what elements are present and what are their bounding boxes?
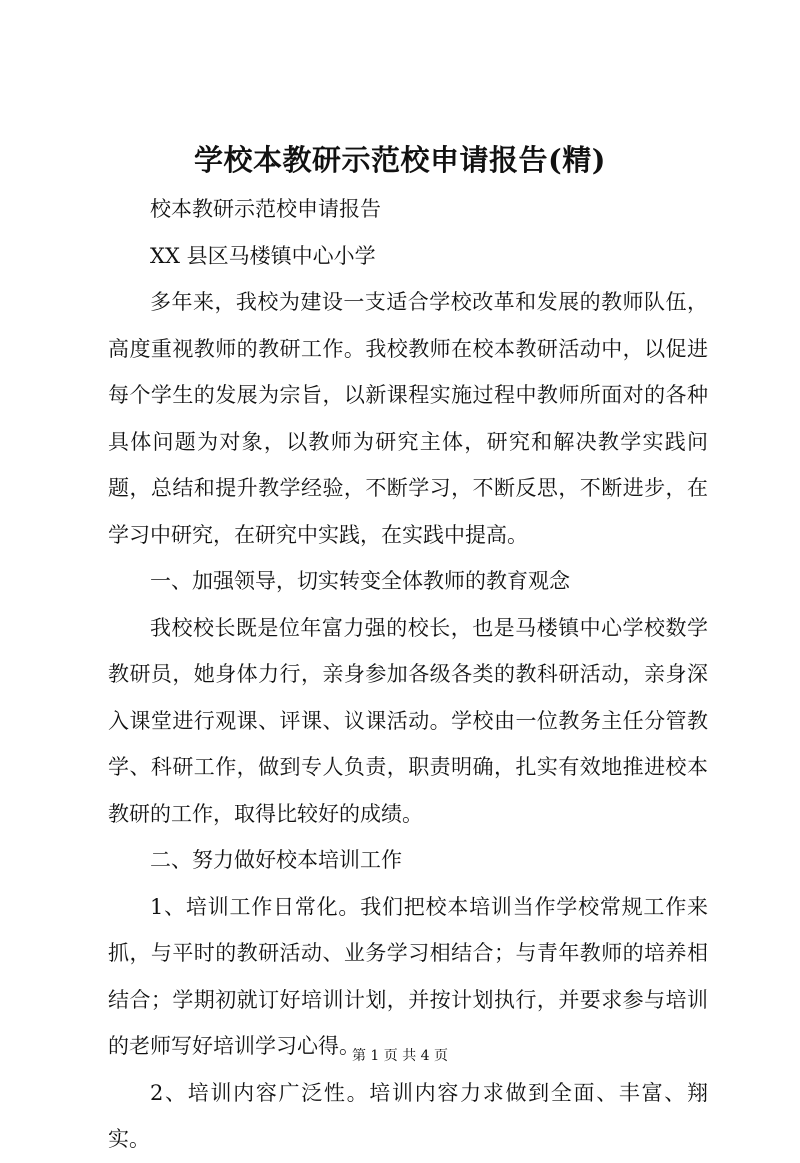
page-footer: 第 1 页 共 4 页 <box>351 1048 449 1064</box>
document-title: 学校本教研示范校申请报告(精) <box>194 143 606 177</box>
section-heading-1: 一、加强领导，切实转变全体教师的教育观念 <box>150 569 570 593</box>
document-body <box>108 186 708 1163</box>
subtitle-paragraph: 校本教研示范校申请报告 <box>150 197 381 221</box>
training-item-1-paragraph: 1、培训工作日常化。我们把校本培训当作学校常规工作来抓，与平时的教研活动、业务学习相结合；与青年教师的培养相结合；学期初就订好培训计划，并按计划执行，并要求参与培训的老师写好培训学习心得。 <box>108 894 708 1058</box>
leadership-paragraph: 我校校长既是位年富力强的校长，也是马楼镇中心学校数学教研员，她身体力行，亲身参加各级各类的教科研活动，亲身深入课堂进行观课、评课、议课活动。学校由一位教务主任分管教学、科研工作，做到专人负责，职责明确，扎实有效地推进校本教研的工作，取得比较好的成绩。 <box>108 615 708 826</box>
training-item-2-paragraph: 2、培训内容广泛性。培训内容力求做到全面、丰富、翔实。 <box>108 1080 708 1151</box>
section-heading-2: 二、努力做好校本培训工作 <box>150 848 402 872</box>
school-name-paragraph: XX 县区马楼镇中心小学 <box>150 243 376 268</box>
intro-paragraph: 多年来，我校为建设一支适合学校改革和发展的教师队伍，高度重视教师的教研工作。我校教师在校本教研活动中，以促进每个学生的发展为宗旨，以新课程实施过程中教师所面对的各种具体问题为对象，以教师为研究主体，研究和解决教学实践问题，总结和提升教学经验，不断学习，不断反思，不断进步，在学习中研究，在研究中实践，在实践中提高。 <box>108 290 708 547</box>
